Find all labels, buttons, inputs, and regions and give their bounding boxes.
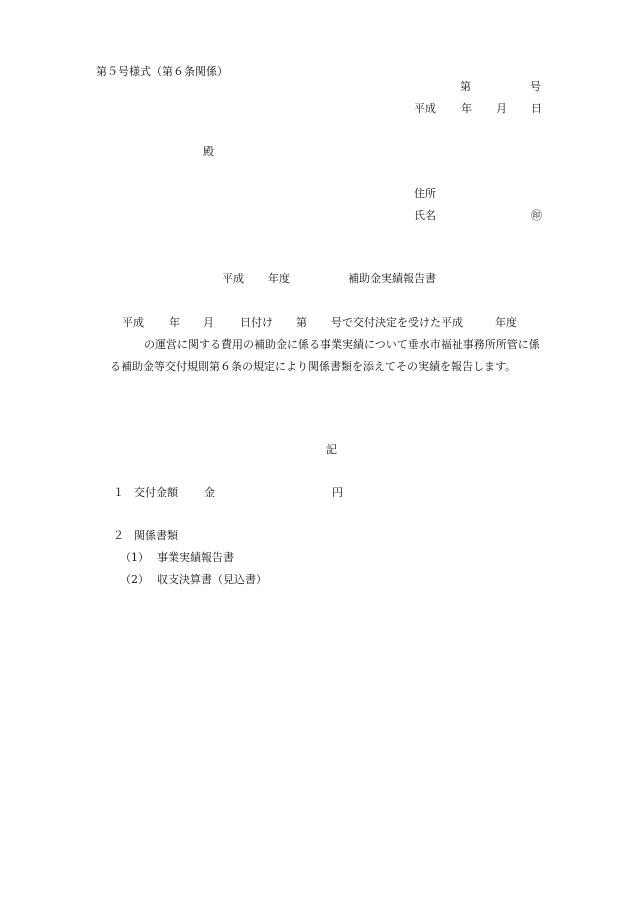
body-year: 年	[169, 316, 180, 329]
body-fy: 年度	[495, 316, 517, 329]
seal-mark: ㊞	[531, 209, 542, 222]
body-date: 日付け	[240, 316, 273, 329]
item2-sub1-text: 事業実績報告書	[157, 551, 234, 564]
item2-number: ２	[113, 529, 124, 542]
item1-yen: 円	[332, 486, 343, 499]
item1-kin: 金	[204, 486, 215, 499]
body-no-prefix: 第	[296, 316, 307, 329]
body-era: 平成	[122, 316, 144, 329]
page-title: 補助金実績報告書	[348, 272, 436, 285]
date-year-unit: 年	[461, 102, 472, 115]
item2-label: 関係書類	[134, 529, 178, 542]
body-month: 月	[203, 316, 214, 329]
doc-no-suffix: 号	[530, 80, 541, 93]
item1-number: １	[113, 486, 124, 499]
form-label: 第５号様式（第６条関係）	[96, 65, 228, 78]
title-year-unit: 年度	[268, 272, 290, 285]
body-line-3: る補助金等交付規則第６条の規定により関係書類を添えてその実績を報告します。	[110, 360, 517, 373]
name-label: 氏名	[414, 209, 436, 222]
date-day-unit: 日	[531, 102, 542, 115]
item2-sub2-text: 収支決算書（見込書）	[157, 573, 267, 586]
item1-label: 交付金額	[134, 486, 178, 499]
ki-heading: 記	[326, 443, 337, 456]
body-line-2: の運営に関する費用の補助金に係る事業実績について垂水市福祉事務所所管に係	[144, 338, 540, 351]
date-era: 平成	[414, 102, 436, 115]
address-label: 住所	[414, 187, 436, 200]
title-era: 平成	[222, 272, 244, 285]
body-no-suffix-text: 号で交付決定を受けた平成	[331, 316, 463, 329]
doc-no-prefix: 第	[460, 80, 471, 93]
date-month-unit: 月	[496, 102, 507, 115]
item2-sub1-number: （1）	[120, 551, 149, 564]
addressee-suffix: 殿	[203, 145, 214, 158]
item2-sub2-number: （2）	[120, 573, 149, 586]
